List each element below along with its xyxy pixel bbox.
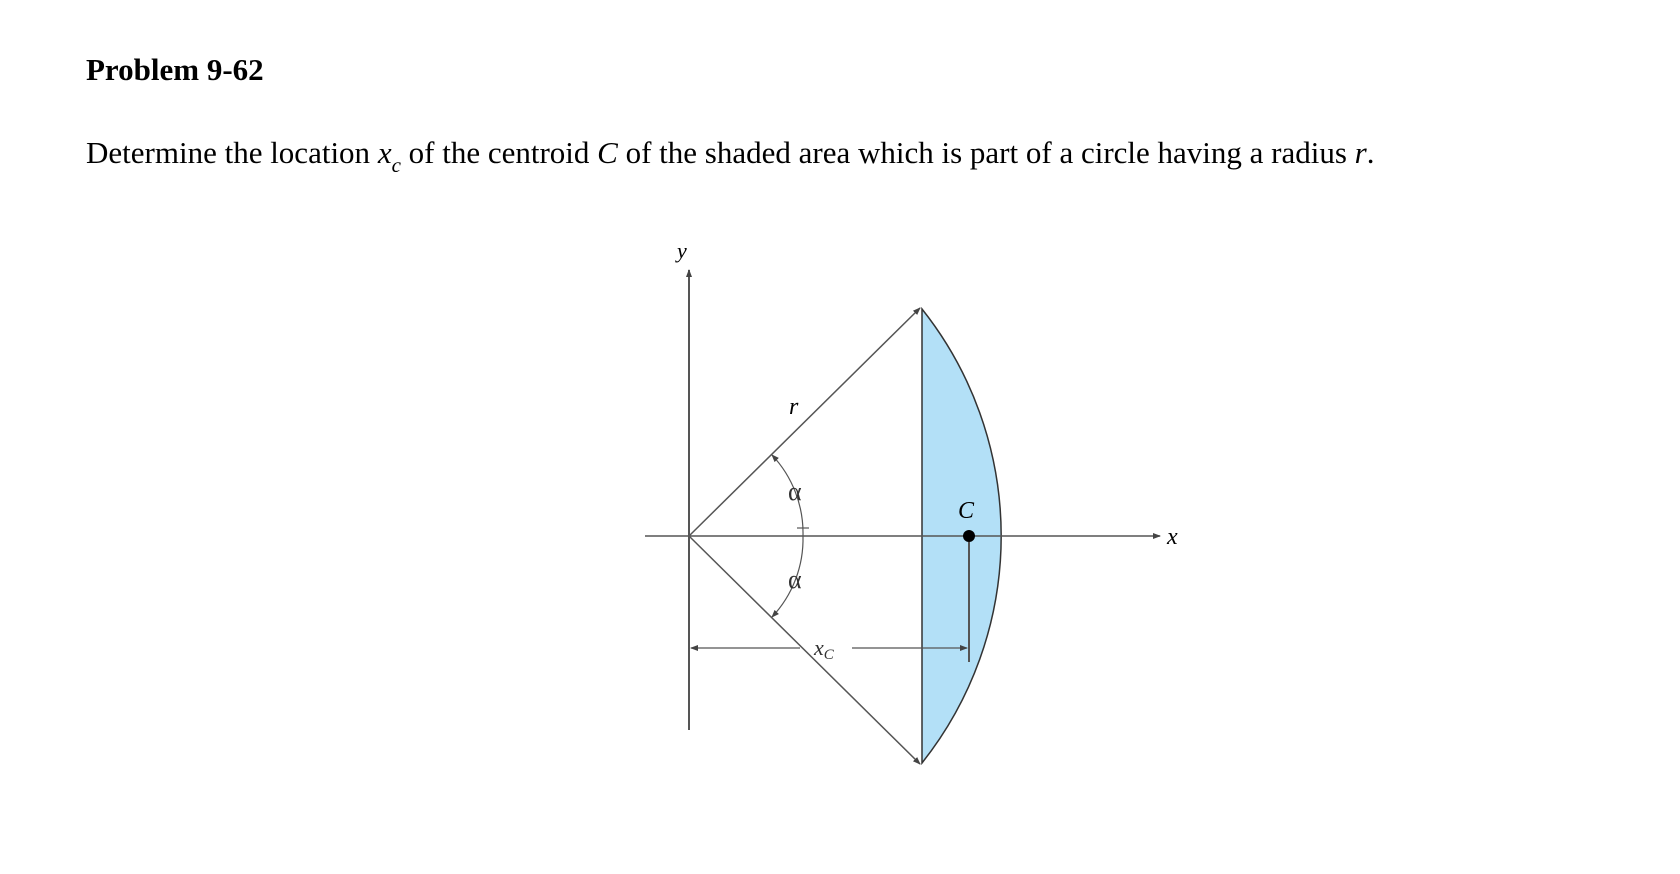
var-radius-r: r: [1354, 135, 1367, 170]
alpha-upper-label: α: [788, 477, 802, 506]
xc-label-main: x: [814, 635, 824, 660]
y-axis-label: y: [677, 238, 687, 263]
var-centroid-c: C: [597, 135, 618, 170]
statement-text-1: Determine the location: [86, 135, 378, 170]
var-x: x: [377, 135, 392, 170]
x-axis-label: x: [1167, 524, 1178, 550]
radius-label: r: [789, 394, 799, 420]
statement-text-3: of the shaded area which is part of a circle having a radius: [617, 135, 1355, 170]
lower-radius-line: [689, 536, 920, 764]
xc-label: [813, 635, 835, 663]
centroid-dot: [963, 530, 975, 542]
statement-text-4: .: [1366, 135, 1375, 170]
problem-title: Problem 9-62: [86, 52, 264, 87]
xc-label-sub: C: [823, 647, 834, 663]
upper-radius-line: [689, 308, 920, 536]
statement-text-2: of the centroid: [400, 135, 598, 170]
alpha-lower-label: α: [788, 565, 802, 594]
centroid-label: C: [958, 498, 975, 524]
var-x-subscript: c: [391, 153, 401, 177]
